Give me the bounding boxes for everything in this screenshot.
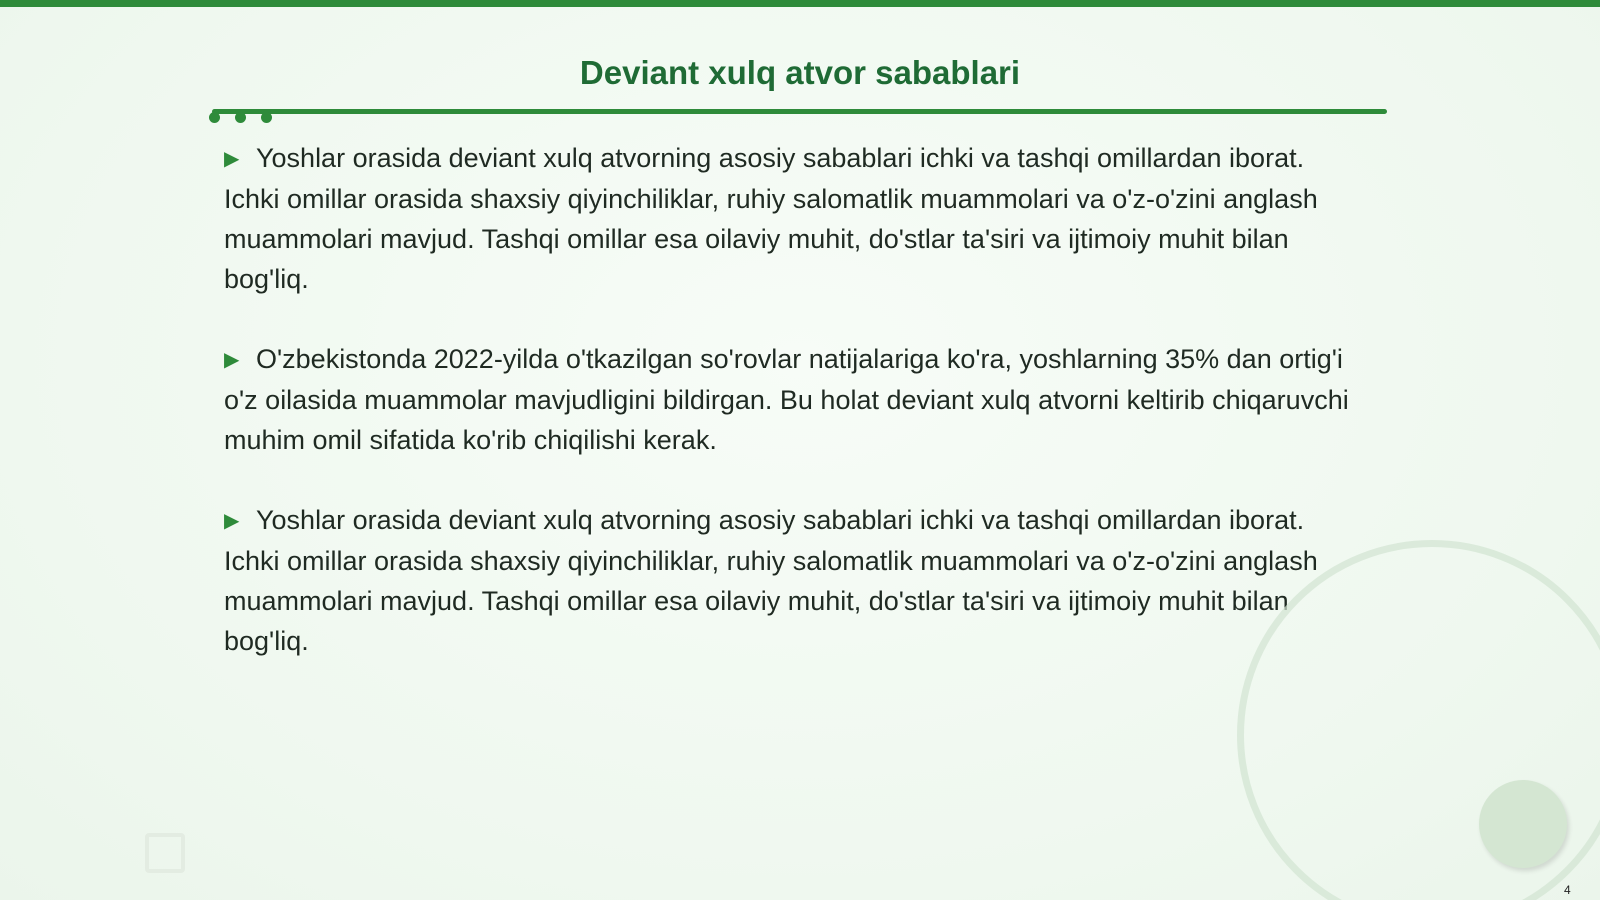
top-accent-band <box>0 0 1600 7</box>
play-triangle-icon: ▶ <box>224 148 240 170</box>
title-underline <box>212 109 1387 114</box>
underline-dot <box>209 112 220 123</box>
play-triangle-icon: ▶ <box>224 510 240 532</box>
bullet-text: O'zbekistonda 2022-yilda o'tkazilgan so'rovlar natijalariga ko'ra, yoshlarning 35% dan ortig'i o'z oilasida muammolar mavjudligini bildirgan. Bu holat deviant xulq atvorni keltirib chiqaruvchi muhim omil sifatida ko'rib chiqilishi kerak. <box>224 344 1349 455</box>
bullet-text: Yoshlar orasida deviant xulq atvorning asosiy sabablari ichki va tashqi omillardan iborat. Ichki omillar orasida shaxsiy qiyinchiliklar, ruhiy salomatlik muammolari va o'z-o'zini anglash muammolari mavjud. Tashqi omillar esa oilaviy muhit, do'stlar ta'siri va ijtimoiy muhit bilan bog'liq. <box>224 143 1318 294</box>
bullet-text: Yoshlar orasida deviant xulq atvorning asosiy sabablari ichki va tashqi omillardan iborat. Ichki omillar orasida shaxsiy qiyinchiliklar, ruhiy salomatlik muammolari va o'z-o'zini anglash muammolari mavjud. Tashqi omillar esa oilaviy muhit, do'stlar ta'siri va ijtimoiy muhit bilan bog'liq. <box>224 505 1318 656</box>
play-triangle-icon: ▶ <box>224 349 240 371</box>
bullet-list <box>224 138 1354 701</box>
bullet-paragraph <box>224 138 1354 299</box>
decorative-circle-solid <box>1479 780 1567 868</box>
decorative-square-outline <box>145 833 185 873</box>
page-number: 4 <box>1564 883 1571 897</box>
underline-dot <box>235 112 246 123</box>
slide-title: Deviant xulq atvor sabablari <box>579 54 1021 91</box>
bullet-paragraph <box>224 339 1354 460</box>
bullet-paragraph <box>224 500 1354 661</box>
underline-dot <box>261 112 272 123</box>
